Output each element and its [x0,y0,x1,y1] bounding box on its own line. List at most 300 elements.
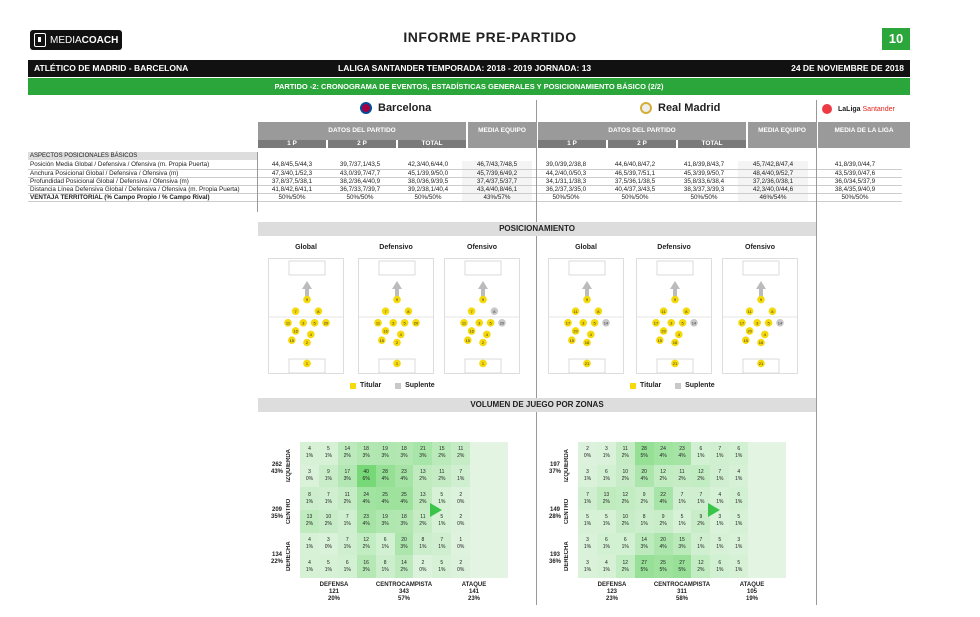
cell-percent: 3% [400,543,408,550]
zone-column-total [434,582,514,603]
cell-percent: 2% [621,566,629,573]
cell-count: 5 [680,514,684,521]
cell-percent: 0% [457,566,465,573]
zone-column-total [642,582,722,603]
home-total-header: TOTAL [398,140,466,148]
cell-count: 3 [586,559,589,566]
player-number: 15 [743,337,749,343]
cell-count: 5 [440,559,444,566]
cell-percent: 5% [659,566,667,573]
stats-cell: 45,1/39,9/50,0 [394,169,462,177]
zone-row-label: CENTRO [286,498,292,524]
cell-count: 13 [420,491,426,498]
player-number: 5 [681,320,684,326]
player-number: 15 [379,337,385,343]
pitch-label-global: Global [575,244,597,251]
heatmap-cell [673,510,692,533]
row-percent: 22% [270,559,283,565]
pitch-label-ofensivo: Ofensivo [467,244,497,251]
player-number: 5 [403,320,406,326]
row-count: 262 [271,462,282,468]
heatmap-cell [489,487,508,510]
stats-row [28,186,902,194]
zone-row-label: IZQUIERDA [564,449,570,483]
row-count: 209 [271,507,282,513]
stats-cell: 50%/50% [532,194,600,202]
heatmap-cell [395,533,414,556]
player-number: 21 [672,361,678,366]
zone-column-value: DEFENSA [597,582,627,588]
stats-cell: 42,3/40,0/44,6 [738,186,808,194]
cell-percent: 2% [621,453,629,460]
cell-count: 13 [420,468,426,475]
player-number: 9 [585,297,589,303]
heatmap-cell [673,465,692,488]
cell-percent: 0% [457,543,465,550]
cell-count: 7 [326,491,330,498]
row-count: 197 [549,462,560,468]
stats-cell: 41,8/39,0/44,7 [808,161,902,169]
cell-percent: 0% [457,498,465,505]
row-percent: 35% [270,514,283,520]
cell-count: 14 [401,559,407,566]
heatmap-cell [338,533,357,556]
heatmap-cell [597,533,616,556]
cell-percent: 1% [602,521,610,528]
cell-percent: 1% [602,453,610,460]
cell-percent: 3% [678,543,686,550]
player-number: 8 [685,308,688,314]
away-legend: Titular Suplente [630,382,715,389]
heatmap-cell [432,465,451,488]
zone-row-total [268,507,286,521]
player-number: 5 [313,320,316,326]
heatmap-cell [357,442,376,465]
zone-column-value: 58% [675,596,688,602]
heatmap-cell [767,442,786,465]
heatmap-cell [470,487,489,510]
stats-row-label: Distancia Línea Defensiva Global / Defensiva / Ofensiva (m. Propia Puerta) [28,186,258,194]
cell-count: 5 [737,514,741,521]
cell-percent: 4% [400,498,408,505]
cell-count: 21 [420,446,426,453]
cell-percent: 0% [419,566,427,573]
heatmap-cell [616,465,635,488]
pitch-diagram [358,258,434,374]
cell-percent: 1% [697,453,705,460]
pitch-label-global: Global [295,244,317,251]
heatmap-cell [489,465,508,488]
cell-count: 2 [459,491,463,498]
cell-percent: 4% [362,498,370,505]
cell-count: 8 [383,559,387,566]
heatmap-cell [413,555,432,578]
cell-percent: 3% [419,453,427,460]
cell-percent: 1% [583,566,592,573]
cell-percent: 1% [381,566,389,573]
heatmap-cell [616,487,635,510]
heatmap-cell [710,533,729,556]
player-number: 4 [677,332,680,337]
heatmap-cell [338,510,357,533]
cell-percent: 2% [602,498,610,505]
cell-percent: 0% [583,453,592,460]
stats-cell: 45,3/39,9/50,7 [670,169,738,177]
cell-count: 13 [603,491,610,498]
stats-cell: 39,0/39,2/38,8 [532,161,600,169]
cell-count: 9 [326,468,330,475]
heatmap-cell [451,487,470,510]
row-percent: 43% [270,469,283,475]
cell-count: 24 [363,491,369,498]
cell-count: 5 [718,536,722,543]
cell-count: 6 [604,468,608,475]
player-number: 2 [395,340,399,346]
stats-cell: 50%/50% [808,194,902,202]
player-number: 14 [603,320,609,326]
player-number: 15 [569,337,575,343]
stats-cell: 50%/50% [670,194,738,202]
heatmap-cell [710,555,729,578]
heatmap-cell [300,442,319,465]
attack-direction-arrow-icon [708,503,720,517]
zone-column-value: 121 [328,589,339,595]
cell-count: 2 [421,559,425,566]
cell-count: 9 [642,491,646,498]
cell-count: 3 [586,468,589,475]
heatmap-cell [578,510,597,533]
cell-count: 12 [363,536,369,543]
cell-count: 7 [699,491,703,498]
heatmap-cell [395,510,414,533]
cell-percent: 4% [659,453,667,460]
cell-count: 18 [401,446,407,453]
cell-percent: 3% [362,566,370,573]
heatmap-cell [451,555,470,578]
cell-percent: 2% [419,498,427,505]
player-number: 11 [747,308,752,314]
heatmap-cell [395,487,414,510]
cell-percent: 2% [659,475,667,482]
cell-percent: 1% [305,453,314,460]
stats-row [28,194,902,202]
zone-column-value: 311 [677,589,687,595]
heatmap-cell [357,533,376,556]
heatmap-cell [710,465,729,488]
cell-percent: 1% [324,475,332,482]
heatmap-cell [489,442,508,465]
report-title: INFORME PRE-PARTIDO [403,29,577,45]
heatmap-cell [635,555,654,578]
zone-column-value: 123 [606,589,617,595]
cell-percent: 1% [381,543,389,550]
cell-percent: 2% [305,521,314,528]
pitch-diagram [636,258,712,374]
heatmap-cell [654,465,673,488]
home-team-header: Barcelona [360,102,431,114]
heatmap-cell [376,533,395,556]
cell-percent: 5% [678,566,686,573]
heatmap-cell [319,555,338,578]
cell-percent: 1% [305,566,314,573]
heatmap-cell [767,487,786,510]
heatmap-cell [338,442,357,465]
zone-row-total [546,507,564,521]
cell-count: 3 [308,468,311,475]
player-number: 9 [481,297,485,303]
cell-percent: 2% [457,453,465,460]
zone-row-total [268,462,286,476]
heatmap-cell [729,442,748,465]
cell-percent: 3% [362,453,370,460]
cell-count: 24 [660,446,666,453]
cell-percent: 4% [400,475,408,482]
heatmap-cell [376,510,395,533]
heatmap-cell [376,487,395,510]
player-number: 20 [499,320,505,326]
match-date: 24 DE NOVIEMBRE DE 2018 [791,63,904,73]
suplente-swatch [395,383,401,389]
player-number: 20 [573,328,578,334]
cell-count: 14 [344,446,351,453]
cell-percent: 1% [621,543,629,550]
heatmap-cell [673,555,692,578]
heatmap-cell [673,442,692,465]
heatmap-cell [376,465,395,488]
cell-percent: 4% [678,453,686,460]
titular-swatch [630,383,636,389]
cell-count: 11 [344,491,350,498]
heatmap-cell [395,465,414,488]
cell-percent: 3% [381,453,389,460]
cell-count: 7 [699,536,703,543]
heatmap-cell [597,465,616,488]
player-number: 11 [573,308,578,314]
player-number: 15 [289,337,295,343]
heatmap-cell [729,533,748,556]
cell-percent: 1% [343,543,351,550]
stats-row-label: Posición Media Global / Defensiva / Ofensiva (m. Propia Puerta) [28,161,258,169]
cell-count: 6 [383,536,387,543]
zone-column-total [712,582,792,603]
cell-percent: 1% [583,498,592,505]
player-number: 1 [305,361,309,366]
row-count: 193 [549,552,560,558]
row-count: 149 [549,507,560,513]
cell-count: 40 [363,468,369,475]
stats-cell: 36,0/34,5/37,9 [808,177,902,185]
cell-percent: 1% [697,543,705,550]
cell-count: 3 [326,536,330,543]
cell-count: 20 [641,468,647,475]
cell-count: 12 [698,559,704,566]
cell-count: 3 [718,514,722,521]
stats-cell: 45,7/42,8/47,4 [738,161,808,169]
player-number: 4 [309,332,312,337]
cell-percent: 1% [640,521,648,528]
heatmap-cell [319,465,338,488]
laliga-logo: LaLiga Santander [822,104,895,114]
home-2p-header: 2 P [328,140,396,148]
heatmap-grid-away [578,442,786,578]
row-percent: 28% [548,514,561,520]
competition-info: LALIGA SANTANDER TEMPORADA: 2018 - 2019 JORNADA: 13 [338,63,592,73]
zone-column-value: CENTROCAMPISTA [653,582,711,588]
heatmap-cell [578,487,597,510]
stats-cell: 46,5/39,7/51,1 [600,169,670,177]
player-number: 3 [670,320,673,326]
cell-count: 8 [421,536,425,543]
zone-row-label: IZQUIERDA [286,449,292,483]
away-team-average-header: MEDIA EQUIPO [748,122,816,148]
cell-percent: 1% [602,543,610,550]
cell-percent: 3% [640,543,648,550]
cell-count: 5 [440,491,444,498]
heatmap-cell [673,487,692,510]
player-number: 8 [493,308,496,314]
cell-percent: 1% [438,498,446,505]
heatmap-cell [470,465,489,488]
cell-percent: 2% [678,475,686,482]
cell-percent: 1% [716,475,724,482]
heatmap-cell [729,510,748,533]
posicionamiento-header: POSICIONAMIENTO [258,222,816,236]
cell-count: 4 [308,446,311,453]
player-number: 15 [657,337,663,343]
cell-percent: 1% [438,521,446,528]
player-number: 8 [597,308,600,314]
attack-direction-arrow-icon [430,503,442,517]
stats-cell: 37,2/36,0/38,1 [738,177,808,185]
heatmap-cell [470,510,489,533]
cell-count: 13 [306,514,313,521]
cell-percent: 2% [697,566,705,573]
cell-count: 22 [660,491,666,498]
heatmap-cell [654,487,673,510]
heatmap-cell [691,465,710,488]
home-team-average-header: MEDIA EQUIPO [468,122,536,148]
heatmap-cell [470,442,489,465]
cell-count: 20 [660,536,666,543]
player-number: 16 [672,340,678,346]
cell-count: 7 [440,536,444,543]
cell-percent: 6% [362,475,370,482]
zone-column-value: 57% [397,596,410,602]
cell-percent: 1% [343,521,351,528]
player-number: 2 [305,340,309,346]
cell-percent: 1% [735,566,743,573]
titular-swatch [350,383,356,389]
cell-count: 16 [363,559,369,566]
heatmap-cell [300,465,319,488]
stats-cell: 37,8/37,5/38,1 [258,177,326,185]
heatmap-cell [357,555,376,578]
cell-count: 5 [604,514,608,521]
cell-percent: 1% [735,453,743,460]
row-percent: 37% [548,469,561,475]
heatmap-cell [654,555,673,578]
cell-percent: 1% [438,566,446,573]
heatmap-cell [395,555,414,578]
stats-cell: 34,1/31,1/38,3 [532,177,600,185]
zone-row-total [546,462,564,476]
heatmap-cell [748,510,767,533]
heatmap-cell [432,442,451,465]
cell-count: 3 [586,536,589,543]
cell-percent: 2% [324,521,332,528]
heatmap-cell [710,442,729,465]
player-number: 20 [747,328,752,334]
cell-count: 7 [586,491,589,498]
player-number: 11 [375,320,381,326]
cell-percent: 1% [716,453,724,460]
cell-percent: 1% [438,543,446,550]
player-number: 16 [293,328,298,334]
pitch-label-defensivo: Defensivo [657,244,691,251]
cell-percent: 2% [400,566,408,573]
heatmap-cell [357,465,376,488]
cell-count: 10 [325,514,332,521]
stats-cell: 48,4/40,9/52,7 [738,169,808,177]
zone-column-total [572,582,652,603]
cell-count: 7 [345,514,349,521]
player-number: 5 [489,320,492,326]
section-subtitle: PARTIDO -2: CRONOGRAMA DE EVENTOS, ESTADÍSTICAS GENERALES Y POSICIONAMIENTO BÁSICO (2/2) [28,78,910,95]
player-number: 3 [582,320,585,326]
cell-count: 7 [345,536,349,543]
heatmap-cell [338,487,357,510]
stats-cell: 44,8/45,5/44,3 [258,161,326,169]
heatmap-cell [470,555,489,578]
cell-count: 11 [679,468,685,475]
cell-count: 28 [382,468,388,475]
cell-count: 19 [382,514,388,521]
cell-count: 11 [622,446,628,453]
cell-count: 8 [308,491,311,498]
cell-count: 17 [344,468,351,475]
heatmap-cell [597,510,616,533]
cell-percent: 1% [324,498,332,505]
player-number: 4 [399,332,402,337]
cell-percent: 4% [381,475,389,482]
mediacoach-logo: MEDIA COACH [30,30,122,50]
stats-cell: 45,7/39,6/49,2 [462,169,532,177]
cell-count: 15 [439,446,445,453]
player-number: 7 [384,308,387,314]
zone-column-value: 105 [746,589,757,595]
table-section-label: ASPECTOS POSICIONALES BÁSICOS [28,152,258,160]
cell-count: 11 [420,514,426,521]
player-number: 16 [469,328,474,334]
cell-count: 15 [679,536,685,543]
player-number: 17 [653,320,659,326]
player-number: 17 [565,320,571,326]
heatmap-cell [578,442,597,465]
cell-count: 27 [679,559,685,566]
cell-percent: 2% [438,475,446,482]
cell-percent: 1% [716,498,724,505]
player-number: 11 [461,320,467,326]
heatmap-cell [413,533,432,556]
heatmap-cell [748,442,767,465]
stats-cell: 41,8/39,8/43,7 [670,161,738,169]
cell-percent: 3% [381,521,389,528]
cell-percent: 1% [716,566,724,573]
player-number: 9 [673,297,677,303]
cell-count: 14 [641,536,647,543]
heatmap-cell [616,533,635,556]
zone-column-total [294,582,374,603]
